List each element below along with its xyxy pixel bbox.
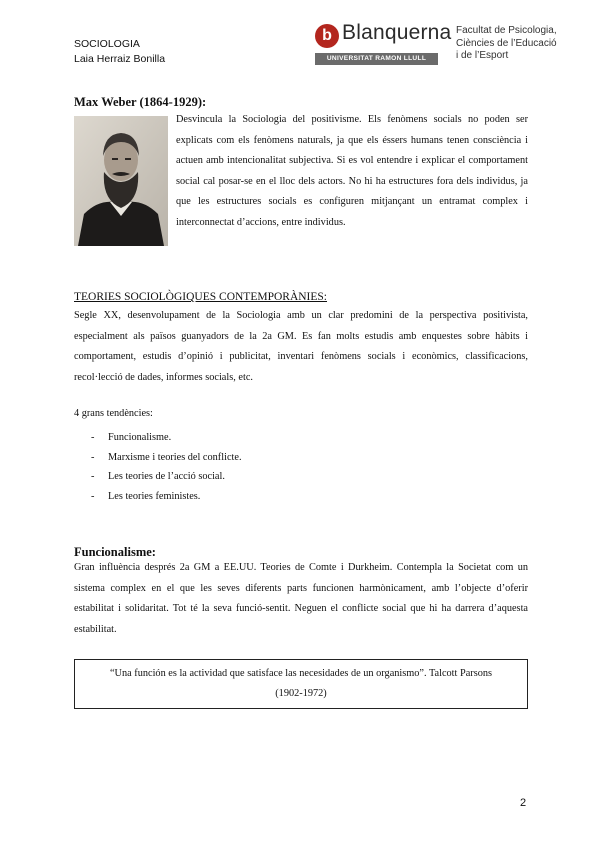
list-item: - Les teories de l’acció social. [74,467,242,487]
teories-heading: TEORIES SOCIOLÒGIQUES CONTEMPORÀNIES: [74,291,328,303]
funcionalisme-heading: Funcionalisme: [74,545,156,559]
author-name: Laia Herraiz Bonilla [74,53,166,65]
faculty-name [456,25,557,63]
funcionalisme-paragraph: Gran influència després 2a GM a EE.UU. Teories de Comte i Durkheim. Contempla la Societat com un sistema complex en el que les seves diferents parts funcionen harmònicament, amb l’objecte d’oferir estabilitat i solidaritat. Tot té la seva funció-sentit. Neguen el conflicte social que hi ha darrera d’aquesta estabilitat. [74,562,528,635]
weber-paragraph: Desvincula la Sociologia del positivisme. Els fenòmens socials no poden ser explicats com els fenòmens naturals, ja que els éssers humans tenen consciència i actuen amb intencionalitat subjectiva. Si es vol entendre i explicar el comportament social cal posar-se en el lloc dels actors. No hi ha estructures fora dels individus, ja que les estructures socials es configuren mitjançant un entramat complex i interconnectat d’accions, entre individus. [176,114,528,228]
quote-text: “Una función es la actividad que satisface las necesidades de un organismo”. Talcott Parsons [109,668,493,679]
logo-name: Blanquerna [342,21,452,44]
list-item: - Funcionalisme. [74,428,242,448]
blanquerna-logo-icon: b [315,24,339,48]
list-item: - Les teories feministes. [74,487,242,507]
weber-heading: Max Weber (1864-1929): [74,95,207,109]
logo-university-bar: UNIVERSITAT RAMON LLULL [315,53,438,65]
tendencies-list [74,428,242,506]
list-item: - Marxisme i teories del conflicte. [74,448,242,468]
page-number: 2 [520,797,527,809]
max-weber-portrait [74,116,168,246]
teories-paragraph: Segle XX, desenvolupament de la Sociologia amb un clar predomini de la perspectiva positivista, especialment als països guanyadors de la 2a GM. Es fan molts estudis amb enquestes sobre hàbits i comportament, estudis d’opinió i publicitat, inventari fenòmens socials i econòmics, classificacions, recol·lecció de dades, informes socials, etc. [74,310,528,383]
faculty-line-2: Ciències de l’Educació [456,37,557,49]
tendencies-intro: 4 grans tendències: [74,408,153,419]
faculty-line-3: i de l’Esport [456,50,509,61]
quote-dates: (1902-1972) [275,688,327,699]
course-title: SOCIOLOGIA [74,38,140,50]
header-left [74,37,165,67]
quote-box [74,659,528,709]
faculty-line-1: Facultat de Psicologia, [456,25,557,36]
